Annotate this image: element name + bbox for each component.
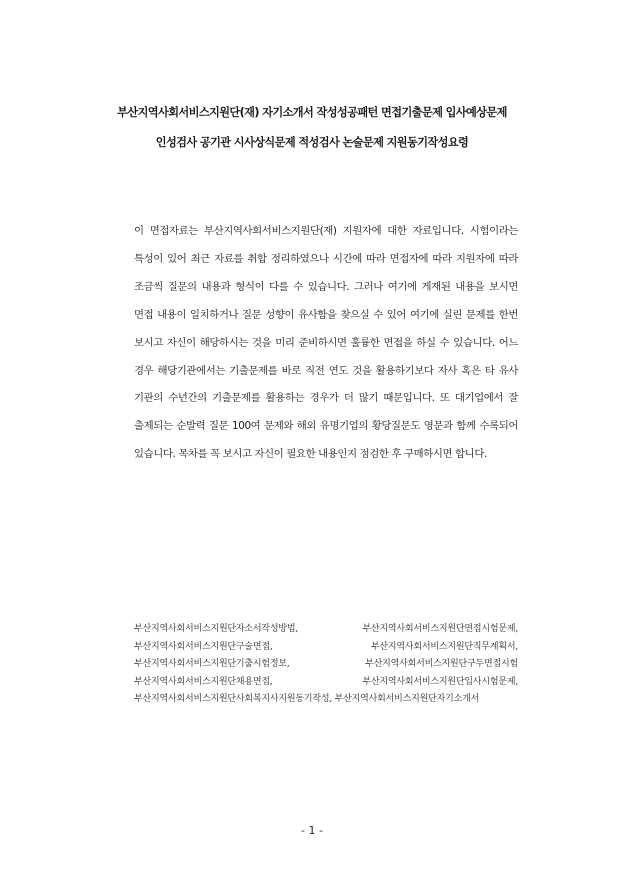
page-number: - 1 - [301,824,323,837]
keyword-list: 부산지역사회서비스지원단자소서작성방법, 부산지역사회서비스지원단면접시험문제, 부산지역사회서비스지원단구술면접, 부산지역사회서비스지원단직무계획서, 부산지역사회서비스지원단기출시험정보, 부산지역사회서비스지원단구두면접시험 부산지역사회서비스지원단채용면접, 부산지역사회서비스지원단입사시험문제, 부산지역사회서비스지원단사회복지사지원동기작성, 부산지역사회서비스지원단자기소개서 [134,624,518,705]
document-title [40,98,584,158]
title-line-1: 부산지역사회서비스지원단(재) 자기소개서 작성성공패턴 면접기출문제 입사예상문제 [117,106,507,119]
body-paragraph: 이 면접자료는 부산지역사회서비스지원단(재) 지원자에 대한 자료입니다. 시험이라는 특성이 있어 최근 자료를 취합 정리하였으나 시간에 따라 면접자에 따라 지원자에 따라 조금씩 질문의 내용과 형식이 다를 수 있습니다. 그러나 여기에 게재된 내용을 보시면 면접 내용이 일치하거나 질문 성향이 유사함을 찾으실 수 있어 여기에 실린 문제를 한번 보시고 자신이 해당하시는 것을 미리 준비하시면 훌륭한 면접을 하실 수 있습니다. 어느 경우 해당기관에서는 기출문제를 바로 직전 연도 것을 활용하기보다 자사 혹은 타 유사 기관의 수년간의 기출문제를 활용하는 경우가 더 많기 때문입니다. 또 대기업에서 잘 출제되는 순발력 질문 100여 문제와 해외 유명기업의 황당질문도 영문과 함께 수록되어 있습니다. 목차를 꼭 보시고 자신이 필요한 내용인지 점검한 후 구매하시면 합니다. [134,225,518,461]
title-line-2: 인성검사 공기관 시사상식문제 적성검사 논술문제 지원동기작성요령 [155,136,469,149]
